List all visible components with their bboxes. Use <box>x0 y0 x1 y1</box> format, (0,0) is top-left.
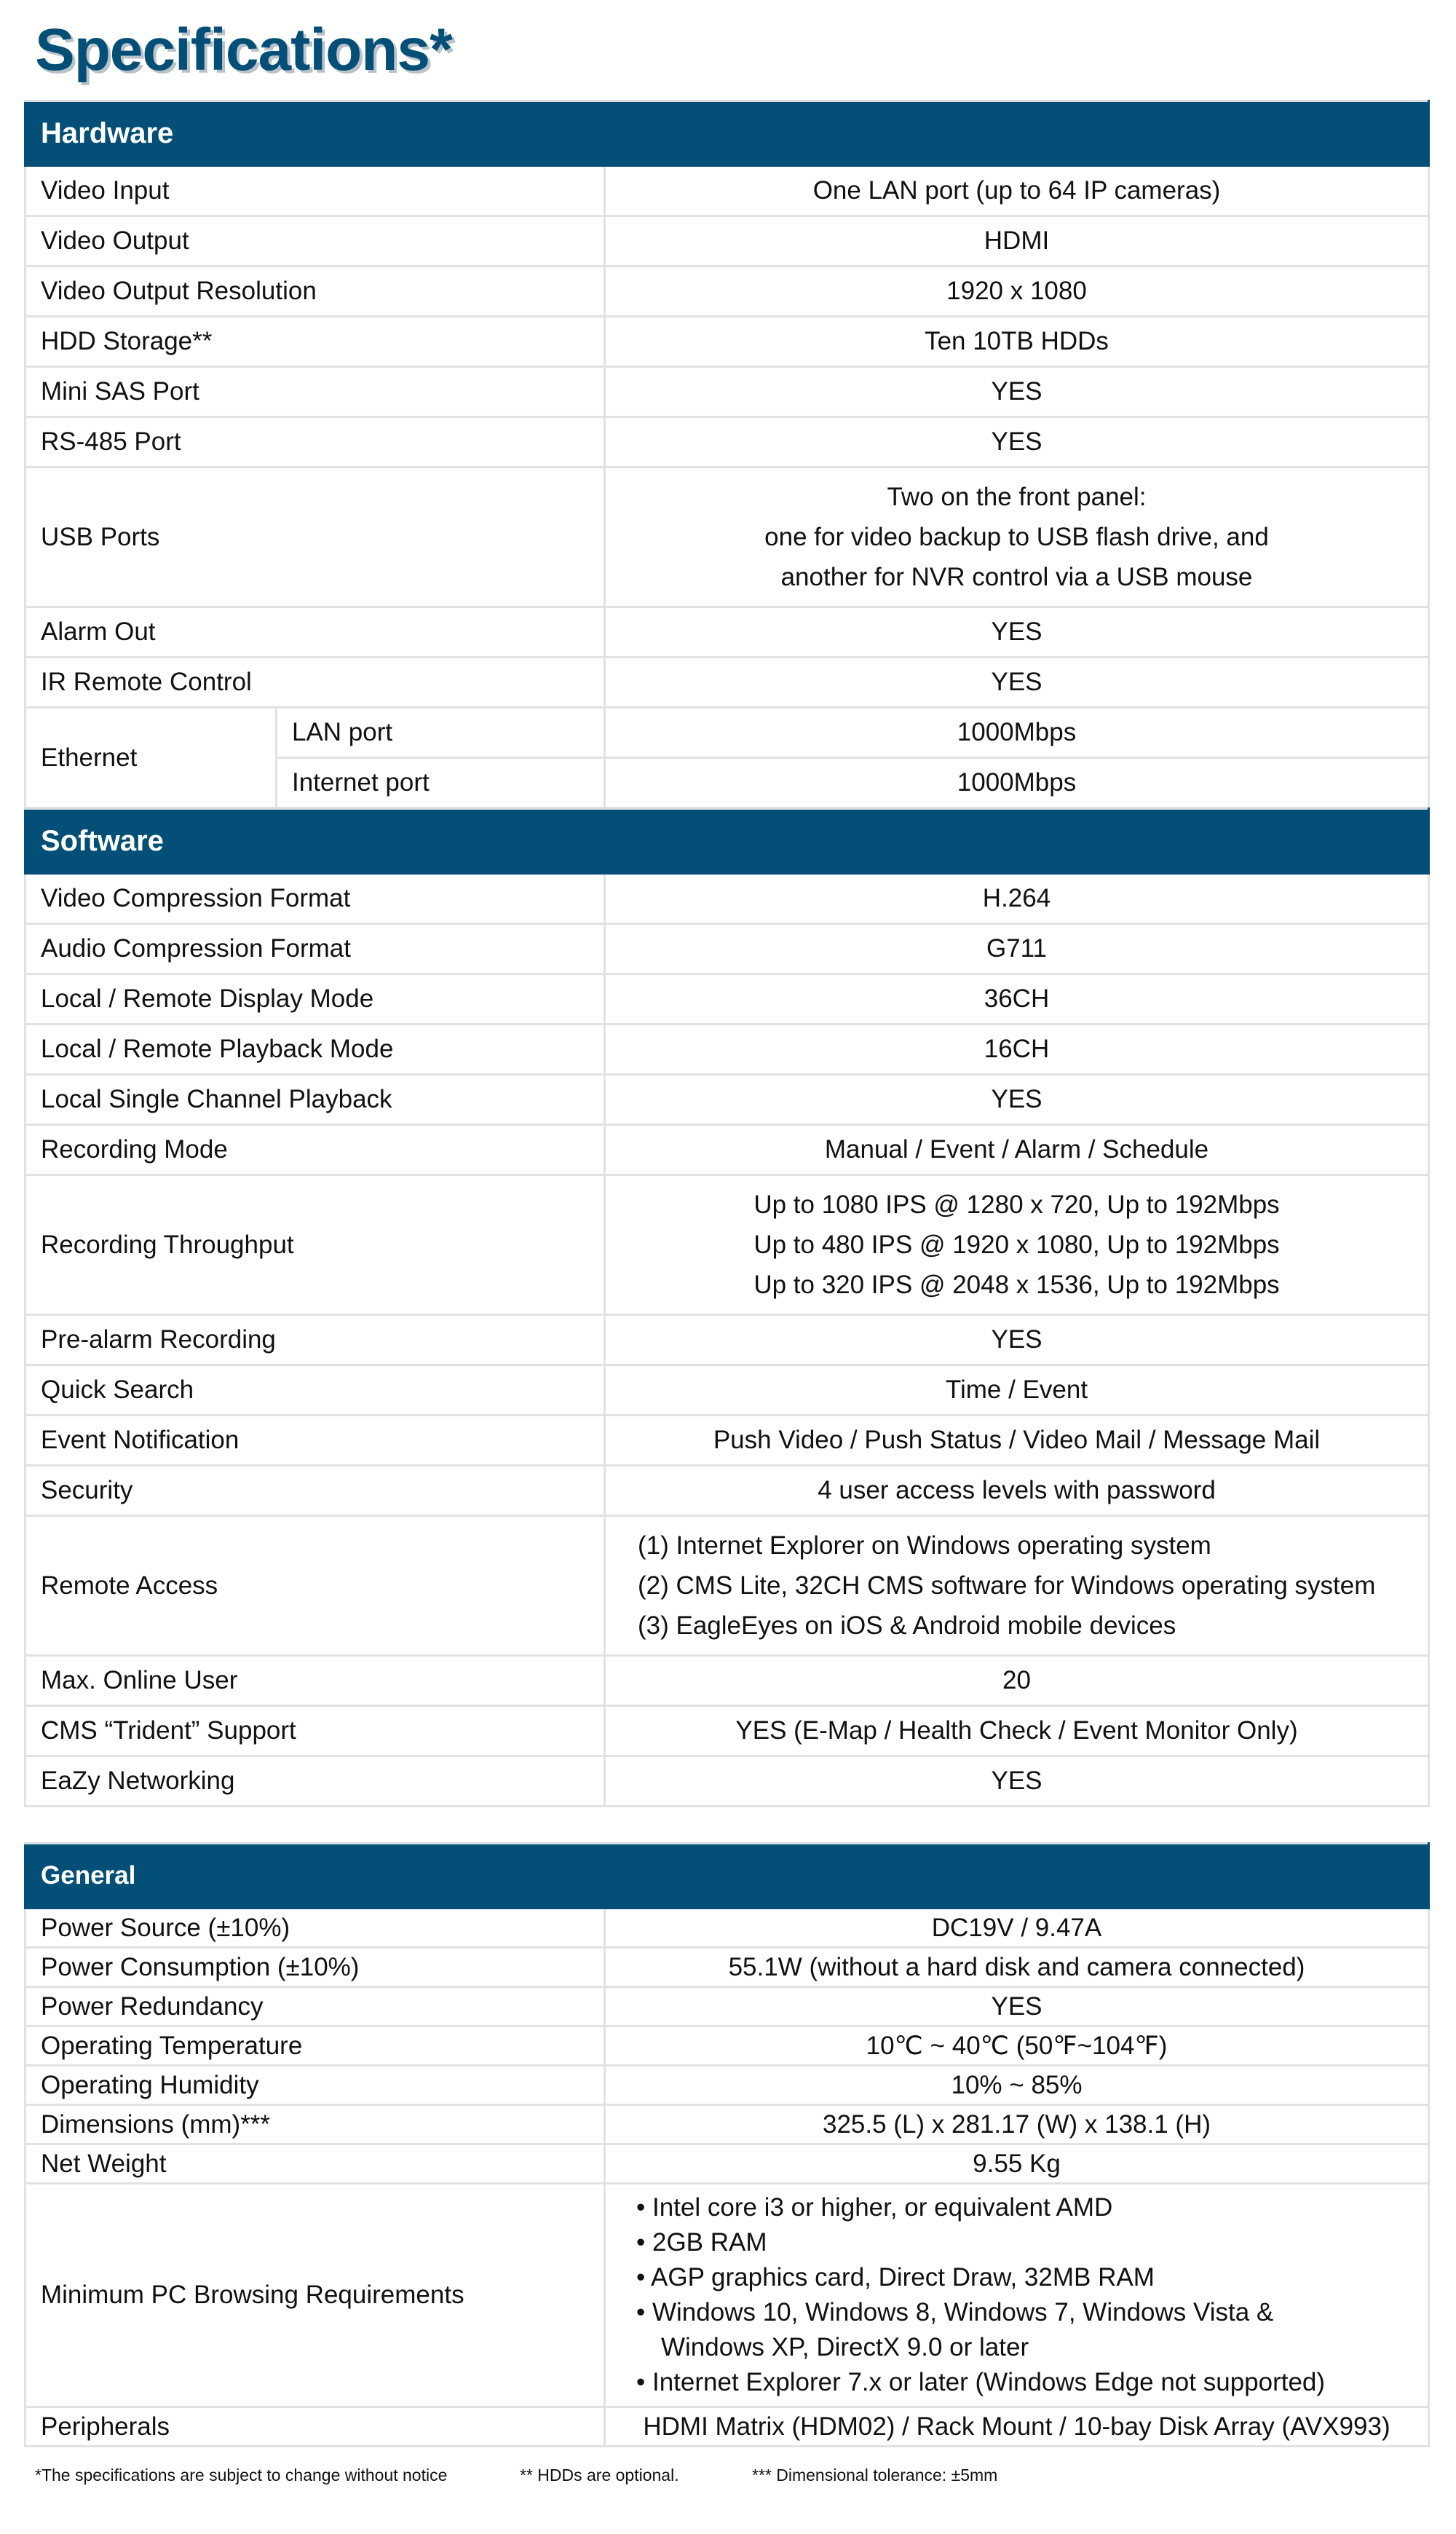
general-table <box>24 1842 1430 2447</box>
spec-label: Video Output Resolution <box>25 267 605 317</box>
spec-row <box>25 1656 1429 1706</box>
spec-value-line: another for NVR control via a USB mouse <box>780 563 1253 591</box>
bullet-text: AGP graphics card, Direct Draw, 32MB RAM <box>651 2263 1155 2292</box>
spec-value: H.264 <box>605 874 1429 924</box>
spec-value: YES (E-Map / Health Check / Event Monitor Only) <box>605 1706 1429 1756</box>
bullet-text: Windows XP, DirectX 9.0 or later <box>661 2333 1029 2361</box>
spec-label: EaZy Networking <box>25 1756 605 1807</box>
spec-value: 9.55 Kg <box>605 2144 1429 2184</box>
bullet-item <box>636 2365 1420 2400</box>
spec-label: Pre-alarm Recording <box>25 1315 605 1365</box>
spec-value-line: (3) EagleEyes on iOS & Android mobile devices <box>638 1611 1176 1640</box>
spec-row <box>25 1987 1429 2026</box>
bullet-icon: • <box>636 2228 652 2257</box>
spec-value: Manual / Event / Alarm / Schedule <box>605 1125 1429 1175</box>
spec-label: IR Remote Control <box>25 658 605 708</box>
spec-row <box>25 367 1429 417</box>
spec-row <box>25 317 1429 367</box>
spec-row <box>25 1416 1429 1466</box>
spec-label: Alarm Out <box>25 607 605 658</box>
spec-label: Mini SAS Port <box>25 367 605 417</box>
spec-label: Dimensions (mm)*** <box>25 2105 605 2144</box>
spec-label: Power Source (±10%) <box>25 1909 605 1948</box>
spec-label: Video Input <box>25 166 605 216</box>
spec-label: Video Output <box>25 216 605 267</box>
spec-value: Time / Event <box>605 1365 1429 1416</box>
spec-label: Remote Access <box>25 1516 605 1656</box>
spec-label: CMS “Trident” Support <box>25 1706 605 1756</box>
hardware-table <box>24 100 1430 809</box>
spec-row <box>25 166 1429 216</box>
spec-value: G711 <box>605 924 1429 974</box>
spec-row <box>25 1756 1429 1807</box>
spec-row <box>25 1909 1429 1948</box>
spec-value-line: Up to 480 IPS @ 1920 x 1080, Up to 192Mbps <box>753 1231 1280 1259</box>
spec-row <box>25 2184 1429 2407</box>
spec-label: Local / Remote Display Mode <box>25 974 605 1025</box>
spec-value: HDMI <box>605 216 1429 267</box>
spec-value: YES <box>605 1315 1429 1365</box>
spec-row <box>25 267 1429 317</box>
page-title: Specifications* <box>35 17 452 83</box>
spec-value: 55.1W (without a hard disk and camera connected) <box>605 1948 1429 1987</box>
spec-row <box>25 467 1429 607</box>
spec-label: Recording Throughput <box>25 1175 605 1315</box>
spec-row <box>25 658 1429 708</box>
section-header-general <box>25 1844 1429 1909</box>
spec-value: Push Video / Push Status / Video Mail / Message Mail <box>605 1416 1429 1466</box>
spec-label: Audio Compression Format <box>25 924 605 974</box>
bullet-text: Windows 10, Windows 8, Windows 7, Windows Vista & <box>652 2298 1274 2326</box>
spec-value: 1920 x 1080 <box>605 267 1429 317</box>
footnote-dimensions: *** Dimensional tolerance: ±5mm <box>752 2466 998 2484</box>
spec-row <box>25 1075 1429 1125</box>
footnote-specs: *The specifications are subject to change without notice <box>35 2466 448 2484</box>
section-title: Software <box>25 809 1429 874</box>
spec-row <box>25 874 1429 924</box>
spec-value-line: Up to 1080 IPS @ 1280 x 720, Up to 192Mbps <box>753 1191 1280 1219</box>
section-title: Hardware <box>25 101 1429 166</box>
spec-value-line: (1) Internet Explorer on Windows operating system <box>638 1531 1211 1560</box>
spec-value: YES <box>605 1987 1429 2026</box>
spec-value-line: (2) CMS Lite, 32CH CMS software for Windows operating system <box>638 1571 1376 1600</box>
spec-sublabel: Internet port <box>277 758 605 808</box>
spec-label: Ethernet <box>25 708 277 808</box>
spec-row <box>25 1025 1429 1075</box>
spec-label: Minimum PC Browsing Requirements <box>25 2184 605 2407</box>
spec-value: Ten 10TB HDDs <box>605 317 1429 367</box>
spec-value: 1000Mbps <box>605 758 1429 808</box>
spec-value: One LAN port (up to 64 IP cameras) <box>605 166 1429 216</box>
bullet-text: Intel core i3 or higher, or equivalent AMD <box>652 2193 1113 2222</box>
bullet-item <box>636 2225 1420 2260</box>
bullet-item <box>636 2260 1420 2295</box>
bullet-icon: • <box>636 2368 652 2396</box>
spec-row <box>25 1365 1429 1416</box>
spec-label: Operating Temperature <box>25 2026 605 2066</box>
section-header-hardware <box>25 101 1429 166</box>
bullet-icon: • <box>636 2193 652 2222</box>
spec-label: USB Ports <box>25 467 605 607</box>
spec-label: Local / Remote Playback Mode <box>25 1025 605 1075</box>
spec-row <box>25 1315 1429 1365</box>
spec-row <box>25 2105 1429 2144</box>
spec-value: 20 <box>605 1656 1429 1706</box>
bullet-item <box>636 2330 1420 2365</box>
spec-value-line: Two on the front panel: <box>887 483 1147 511</box>
footnote-hdd: ** HDDs are optional. <box>520 2466 679 2484</box>
spec-row <box>25 2144 1429 2184</box>
spec-value: 10℃ ~ 40℃ (50℉~104℉) <box>605 2026 1429 2066</box>
spec-label: RS-485 Port <box>25 417 605 467</box>
spec-label: Peripherals <box>25 2407 605 2447</box>
spec-label: Recording Mode <box>25 1125 605 1175</box>
spec-value: YES <box>605 1075 1429 1125</box>
spec-value: YES <box>605 367 1429 417</box>
spec-row <box>25 1948 1429 1987</box>
spec-row <box>25 974 1429 1025</box>
section-header-software <box>25 809 1429 874</box>
spec-value: YES <box>605 607 1429 658</box>
spec-label: Net Weight <box>25 2144 605 2184</box>
spec-row <box>25 1516 1429 1656</box>
spec-row <box>25 1125 1429 1175</box>
spec-value <box>605 467 1429 607</box>
spec-label: Security <box>25 1466 605 1516</box>
spec-label: Event Notification <box>25 1416 605 1466</box>
spec-label: Quick Search <box>25 1365 605 1416</box>
spec-row <box>25 2066 1429 2105</box>
spec-value-line: Up to 320 IPS @ 2048 x 1536, Up to 192Mbps <box>753 1271 1280 1299</box>
spec-value: DC19V / 9.47A <box>605 1909 1429 1948</box>
spec-row <box>25 1466 1429 1516</box>
spec-value: YES <box>605 417 1429 467</box>
spec-row <box>25 607 1429 658</box>
bullet-icon: • <box>636 2298 652 2326</box>
spec-label: Power Redundancy <box>25 1987 605 2026</box>
spec-row <box>25 216 1429 267</box>
spec-value: 10% ~ 85% <box>605 2066 1429 2105</box>
spec-label: Operating Humidity <box>25 2066 605 2105</box>
section-title: General <box>25 1844 1429 1909</box>
spec-value <box>605 1175 1429 1315</box>
spec-row <box>25 924 1429 974</box>
spec-value: 325.5 (L) x 281.17 (W) x 138.1 (H) <box>605 2105 1429 2144</box>
spec-value: HDMI Matrix (HDM02) / Rack Mount / 10-bay Disk Array (AVX993) <box>605 2407 1429 2447</box>
spec-value: 1000Mbps <box>605 708 1429 758</box>
spec-label: Local Single Channel Playback <box>25 1075 605 1125</box>
bullet-item <box>636 2190 1420 2225</box>
bullet-item <box>636 2295 1420 2330</box>
spec-value: 4 user access levels with password <box>605 1466 1429 1516</box>
spec-row <box>25 1175 1429 1315</box>
spec-label: Power Consumption (±10%) <box>25 1948 605 1987</box>
spec-label: HDD Storage** <box>25 317 605 367</box>
spec-value <box>605 1516 1429 1656</box>
spec-row <box>25 2026 1429 2066</box>
spec-row <box>25 417 1429 467</box>
spec-row-ethernet <box>25 708 1429 758</box>
spec-value: YES <box>605 658 1429 708</box>
spec-value <box>605 2184 1429 2407</box>
bullet-text: Internet Explorer 7.x or later (Windows Edge not supported) <box>652 2368 1326 2396</box>
bullet-icon: • <box>636 2263 652 2292</box>
spec-row <box>25 2407 1429 2447</box>
spec-label: Max. Online User <box>25 1656 605 1706</box>
spec-value: 36CH <box>605 974 1429 1025</box>
spec-value: 16CH <box>605 1025 1429 1075</box>
spec-row <box>25 1706 1429 1756</box>
spec-value: YES <box>605 1756 1429 1807</box>
spec-sublabel: LAN port <box>277 708 605 758</box>
software-table <box>24 808 1430 1807</box>
spec-label: Video Compression Format <box>25 874 605 924</box>
spec-value-line: one for video backup to USB flash drive, and <box>764 523 1269 551</box>
bullet-text: 2GB RAM <box>652 2228 767 2257</box>
